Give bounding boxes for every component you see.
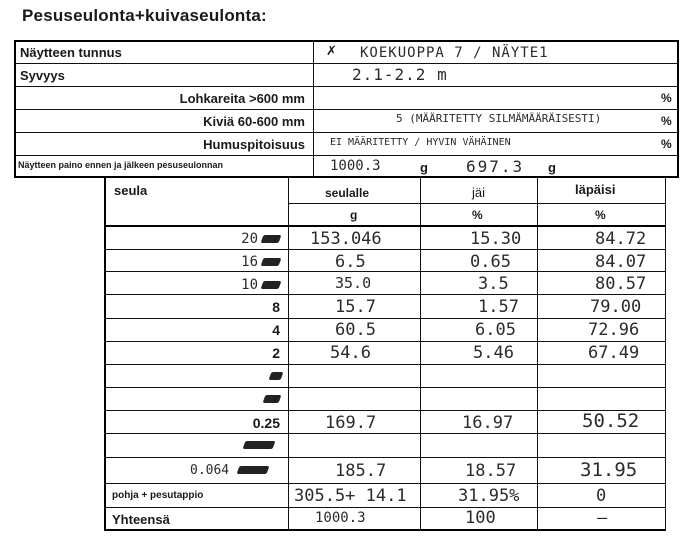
column-unit-lapaisi: %: [595, 208, 606, 222]
retained-percent: 31.95%: [458, 486, 520, 506]
depth-value: 2.1-2.2 m: [352, 65, 448, 84]
retained-percent: 1.57: [478, 297, 519, 317]
retained-g: 15.7: [335, 297, 376, 317]
retained-g: 1000.3: [315, 510, 366, 526]
scribble-mark: [237, 466, 270, 474]
column-header-jai: jäi: [472, 185, 486, 200]
retained-percent: 100: [465, 508, 496, 528]
column-header-lapaisi: läpäisi: [575, 182, 616, 197]
passing-percent: 80.57: [595, 274, 647, 294]
sieve-size: 8: [272, 299, 280, 315]
column-header-seulalle: seulalle: [325, 186, 370, 200]
passing-percent: 50.52: [582, 410, 640, 432]
stones-value: 5 (MÄÄRITETTY SILMÄMÄÄRÄISESTI): [396, 112, 602, 125]
boulders-unit: %: [661, 91, 672, 105]
weight-after-value: 697.3: [466, 157, 525, 176]
retained-g: 185.7: [335, 461, 387, 481]
weight-before-value: 1000.3: [330, 158, 381, 174]
passing-percent: 84.07: [595, 252, 647, 272]
column-unit-jai: %: [472, 208, 483, 222]
retained-percent: 6.05: [475, 320, 516, 340]
passing-percent: 79.00: [590, 297, 642, 317]
page-title: Pesuseulonta+kuivaseulonta:: [22, 6, 267, 25]
retained-g: 35.0: [335, 274, 372, 292]
scribble-mark: ✗: [326, 43, 337, 58]
retained-g: 6.5: [335, 252, 366, 272]
passing-percent: –: [597, 508, 608, 528]
retained-percent: 16.97: [462, 413, 514, 433]
weight-after-unit: g: [548, 160, 556, 175]
humus-unit: %: [661, 137, 672, 151]
total-label: Yhteensä: [112, 512, 170, 527]
scribble-mark: [263, 395, 282, 403]
sieve-size: 2: [272, 345, 280, 361]
retained-g: 54.6: [330, 343, 371, 363]
sieve-size: 0.064: [190, 463, 230, 478]
weight-before-unit: g: [420, 160, 428, 175]
scribble-mark: [261, 235, 282, 243]
scribble-mark: [261, 281, 282, 289]
sieve-size: 4: [272, 322, 280, 338]
passing-percent: 0: [596, 486, 607, 506]
retained-percent: 0.65: [470, 252, 511, 272]
boulders-label: Lohkareita >600 mm: [179, 91, 305, 106]
humus-value: EI MÄÄRITETTY / HYVIN VÄHÄINEN: [330, 137, 511, 148]
sieve-size: 20: [241, 231, 258, 247]
base-and-wash-loss-label: pohja + pesutappio: [112, 490, 204, 501]
scribble-mark: [269, 372, 284, 380]
humus-label: Humuspitoisuus: [203, 137, 305, 152]
retained-percent: 15.30: [470, 229, 522, 249]
stones-label: Kiviä 60-600 mm: [203, 114, 305, 129]
retained-percent: 5.46: [473, 343, 514, 363]
sieve-size: 0.25: [252, 415, 280, 431]
column-header-seula: seula: [114, 183, 148, 198]
retained-percent: 18.57: [465, 461, 517, 481]
passing-percent: 72.96: [588, 320, 640, 340]
retained-percent: 3.5: [478, 274, 509, 294]
passing-percent: 84.72: [595, 229, 647, 249]
scribble-mark: [243, 441, 276, 449]
sieve-size: 10: [241, 277, 258, 293]
passing-percent: 67.49: [588, 343, 640, 363]
stones-unit: %: [661, 114, 672, 128]
retained-g: 60.5: [335, 320, 376, 340]
scribble-mark: [261, 258, 282, 266]
retained-g: 169.7: [325, 413, 377, 433]
sample-id-label: Näytteen tunnus: [20, 45, 122, 60]
weight-label: Näytteen paino ennen ja jälkeen pesuseulonnan: [18, 160, 224, 170]
depth-label: Syvyys: [20, 68, 65, 83]
retained-g: 153.046: [310, 229, 382, 249]
column-unit-seulalle: g: [350, 208, 358, 222]
passing-percent: 31.95: [580, 459, 638, 481]
retained-g: 305.5+ 14.1: [294, 486, 407, 506]
sieve-size: 16: [241, 254, 258, 270]
sample-id-value: KOEKUOPPA 7 / NÄYTE1: [360, 45, 549, 61]
